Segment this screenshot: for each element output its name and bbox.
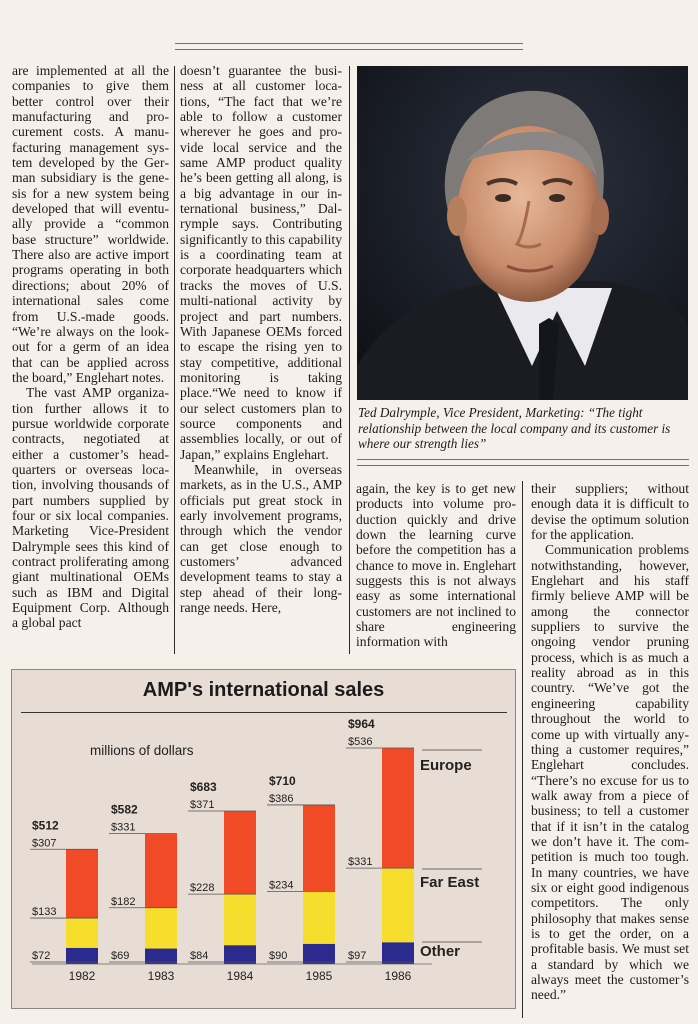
- data-label: $386: [269, 792, 294, 805]
- data-label: $536: [348, 736, 373, 748]
- data-label: $307: [32, 837, 57, 850]
- sales-chart: [11, 669, 516, 1009]
- data-label: $182: [111, 895, 136, 908]
- total-label: $582: [111, 802, 138, 817]
- legend-label: Far East: [420, 874, 480, 891]
- paragraph: their suppliers; without enough data it is difficult to devise the optimum solution for the application.: [531, 481, 689, 543]
- x-tick-label: 1986: [384, 969, 412, 983]
- bar-segment: [145, 834, 177, 908]
- data-label: $133: [32, 906, 57, 919]
- paragraph: doesn’t guarantee the business at all customer locations, “The fact that we’re able to follow a customer wherever he goes and provide local service and the same AMP product quality he’s been getting all along, is a big advantage in our international business,” Dalrymple says. Contributing significantly to this capability is a coordinating team at corporate headquarters which tracks the moves of U.S. multi-national activity by project and part numbers. With Japanese OEMs forced to escape the rising yen to stay competitive, additional monitoring is taking place.“We need to know if our select customers plan to source components and assemblies locally, or out of Japan,” explains Englehart.: [180, 63, 342, 462]
- paragraph: again, the key is to get new products into volume production quickly and drive down the learning curve before the competition has a chance to move in. Englehart suggests this is not always easy as some international customers are not inclined to share engineering information with: [356, 481, 516, 650]
- total-label: $683: [190, 779, 217, 794]
- bar-segment: [382, 868, 414, 942]
- paragraph: Meanwhile, in overseas markets, as in the U.S., AMP officials put great stock in early involvement programs, through which the vendor can get close enough to customers’ advanced development teams to stay a step ahead of their long-range needs. Here,: [180, 461, 342, 616]
- article-column-1: [12, 63, 169, 631]
- x-tick-label: 1985: [305, 969, 333, 983]
- bar-segment: [66, 918, 98, 948]
- data-label: $371: [190, 798, 215, 811]
- bar-segment: [66, 948, 98, 964]
- legend-label: Europe: [420, 757, 472, 774]
- data-label: $72: [32, 950, 51, 962]
- bar-segment: [145, 908, 177, 949]
- x-tick-label: 1984: [226, 969, 254, 983]
- data-label: $97: [348, 950, 367, 962]
- article-column-4: [531, 481, 689, 1003]
- chart-subtitle: millions of dollars: [90, 743, 194, 758]
- bar-segment: [224, 894, 256, 945]
- data-label: $331: [111, 821, 136, 834]
- data-label: $331: [348, 856, 373, 869]
- bar-segment: [224, 945, 256, 964]
- chart-title: AMP's international sales: [142, 679, 385, 701]
- data-label: $228: [190, 882, 215, 895]
- paragraph: Communication problems notwithstanding, however, Englehart and his staff firmly believe AMP will be among the connector suppliers to survive the ongoing vendor pruning process, which is as much a reality abroad as in this country. “We’ve got the engineering capability throughout the world to come up with virtually anything a customer requires,” Englehart concludes. “There’s no excuse for us to walk away from a piece of business; to tell a customer that if it isn’t in the catalog we don’t have it. The competition is much too tough. In many countries, we have six or eight good indigenous competitors. The only philosophy that makes sense is to get the order, on a profitable basis. We must set a standard by which we always meet the customer’s need.”: [531, 542, 689, 1003]
- total-label: $964: [348, 717, 375, 731]
- portrait-photo: [357, 66, 688, 400]
- paragraph: are implemented at all the companies to give them better control over their manufacturing and procurement costs. A manufacturing management system developed by the German subsidiary is the genesis for a new system being developed that will eventually provide a “common base structure” worldwide. There also are active import programs operating in both directions; about 20% of international sales come from U.S.-made goods. “We’re always on the lookout for a germ of an idea that can be applied across the board,” Englehart notes.: [12, 63, 169, 385]
- bar-segment: [66, 849, 98, 918]
- article-column-3: [356, 481, 516, 650]
- x-tick-label: 1982: [68, 969, 96, 983]
- bar-segment: [382, 748, 414, 868]
- column-divider: [522, 481, 523, 1018]
- paragraph: The vast AMP organization further allows it to pursue worldwide corporate contracts, negotiated at either a customer’s headquarters or overseas location, involving thousands of part numbers supplied by four or six local companies. Marketing Vice-President Dalrymple sees this kind of contract proliferating among giant multinational OEMs such as IBM and Digital Equipment Corp. Although a global pact: [12, 385, 169, 631]
- data-label: $84: [190, 950, 209, 962]
- data-label: $234: [269, 879, 294, 892]
- bar-segment: [224, 811, 256, 894]
- total-label: $710: [269, 773, 296, 788]
- bar-segment: [303, 944, 335, 964]
- total-label: $512: [32, 818, 59, 833]
- bar-segment: [303, 805, 335, 891]
- chart-plot: [12, 670, 515, 1008]
- article-column-2: [180, 63, 342, 615]
- photo-caption: Ted Dalrymple, Vice President, Marketing: “The tight relationship between the local company and its customer is where our strength lies”: [358, 405, 671, 451]
- column-divider: [174, 66, 175, 654]
- data-label: $90: [269, 950, 288, 962]
- legend-label: Other: [420, 943, 461, 960]
- bar-segment: [382, 942, 414, 964]
- column-divider: [349, 66, 350, 654]
- bar-segment: [303, 891, 335, 943]
- x-tick-label: 1983: [147, 969, 175, 983]
- data-label: $69: [111, 950, 130, 962]
